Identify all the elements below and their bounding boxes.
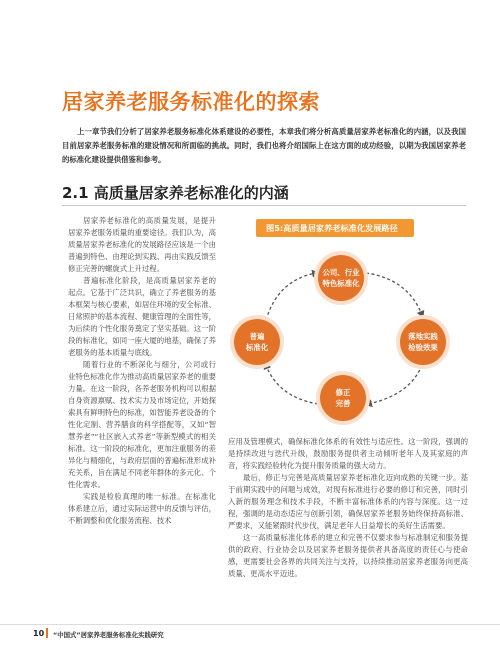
left-paragraph-3: 随着行业的不断深化与细分，公司或行业特色标准化作为推动高质量居家养老的重要力量。在这一阶段，各养老服务机构可以根据自身资源禀赋、技术实力及市场定位，开始探索具有鲜明特色的标准，如智能养老设备的个性化定制、营养膳食的科学搭配等，又如“智慧养老”“社区嵌入式养老”等新型模式的相关标准。这一阶段的标准化，更加注重服务的差异化与精细化，与政府层面的普遍标准形成补充关系，旨在满足不同老年群体的多元化、个性化需求。 <box>68 360 216 489</box>
node-bottom-line-1: 修正 <box>335 388 351 397</box>
page-footer <box>0 624 500 642</box>
node-general-standardization <box>234 319 280 365</box>
arrow-right-to-bottom <box>368 365 422 404</box>
right-paragraph-2: 最后，修正与完善是高质量居家养老标准化迈向成熟的关键一步。基于前期实践中的问题与成效，对现有标准进行必要的修订和完善，同时引入新的服务理念和技术手段，不断丰富标准体系的内容与深度。这一过程，强调的是动态适应与创新引领，确保居家养老服务始终保持高标准、严要求，又能紧跟时代步伐，满足老年人日益增长的美好生活需要。 <box>228 473 468 530</box>
footer-publication-title: “中国式”居家养老服务标准化实践研究 <box>53 631 164 639</box>
node-top-line-1: 公司、行业 <box>322 268 360 277</box>
left-paragraph-4: 实践是检验真理的唯一标准。在标准化体系建立后，通过实际运营中的反馈与评估，不断调整和优化服务流程、技术 <box>68 492 216 525</box>
figure-5-diagram <box>228 215 468 430</box>
footer-marker <box>46 628 48 638</box>
page-title: 居家养老服务标准化的探索 <box>62 90 320 114</box>
node-right-line-1: 落地实践 <box>408 332 438 341</box>
arrow-left-to-top <box>266 273 316 320</box>
diagram-title-banner: 图5:高质量居家养老标准化发展路径 <box>256 219 414 237</box>
arrow-top-to-right <box>366 273 422 315</box>
page-number: 10 <box>33 629 45 638</box>
arrow-bottom-to-left <box>266 365 318 404</box>
right-column <box>228 436 468 580</box>
section-title: 2.1 高质量居家养老标准化的内涵 <box>62 184 289 202</box>
left-paragraph-1: 居家养老标准化的高质量发展，是提升居家养老服务质量的重要途径。我们认为，高质量居家养老标准化的发展路径应该是一个由普遍到特色、由理论到实践、再由实践反馈至修正完善的螺旋式上升过程。 <box>68 216 216 273</box>
intro-paragraph: 上一章节我们分析了居家养老服务标准化体系建设的必要性，本章我们将分析高质量居家养老标准化的内涵，以及我国目前居家养老服务标准的建设情况和所面临的挑战。同时，我们也将介绍国际上在这方面的成功经验，以期为我国居家养老的标准化建设提供借鉴和参考。 <box>62 127 466 164</box>
node-industry-standardization <box>318 255 364 301</box>
node-right-line-2: 检验效果 <box>408 343 438 352</box>
right-paragraph-1: 应用及管理模式，确保标准化体系的有效性与适应性。这一阶段，强调的是持续改进与迭代升级，鼓励服务提供者主动倾听老年人及其家庭的声音，将实践经验转化为提升服务质量的强大动力。 <box>228 437 468 470</box>
node-bottom-line-2: 完善 <box>335 399 351 408</box>
section-divider <box>62 205 466 206</box>
footer-divider <box>0 624 500 625</box>
left-column <box>68 215 216 527</box>
right-paragraph-3: 这一高质量标准化体系的建立和完善不仅要求参与标准制定和服务提供的政府、行业协会以及居家养老服务提供者具备高度的责任心与使命感，更需要社会各界的共同关注与支持，以持续推动居家养老服务向更高质量、更高水平迈进。 <box>228 533 468 578</box>
node-revision-improvement <box>320 375 366 421</box>
node-top-line-2: 特色标准化 <box>322 279 360 288</box>
node-left-line-1: 普遍 <box>249 332 265 341</box>
node-left-line-2: 标准化 <box>245 343 269 352</box>
node-practice-verification <box>400 319 446 365</box>
left-paragraph-2: 普遍标准化阶段，是高质量居家养老的起点。它基于广泛共识，确立了养老服务的基本框架与核心要素，如居住环境的安全标准、日常照护的基本流程、健康管理的全面性等，为后续的个性化服务奠定了坚实基础。这一阶段的标准化，如同一座大厦的地基，确保了养老服务的基本质量与底线。 <box>68 276 216 357</box>
